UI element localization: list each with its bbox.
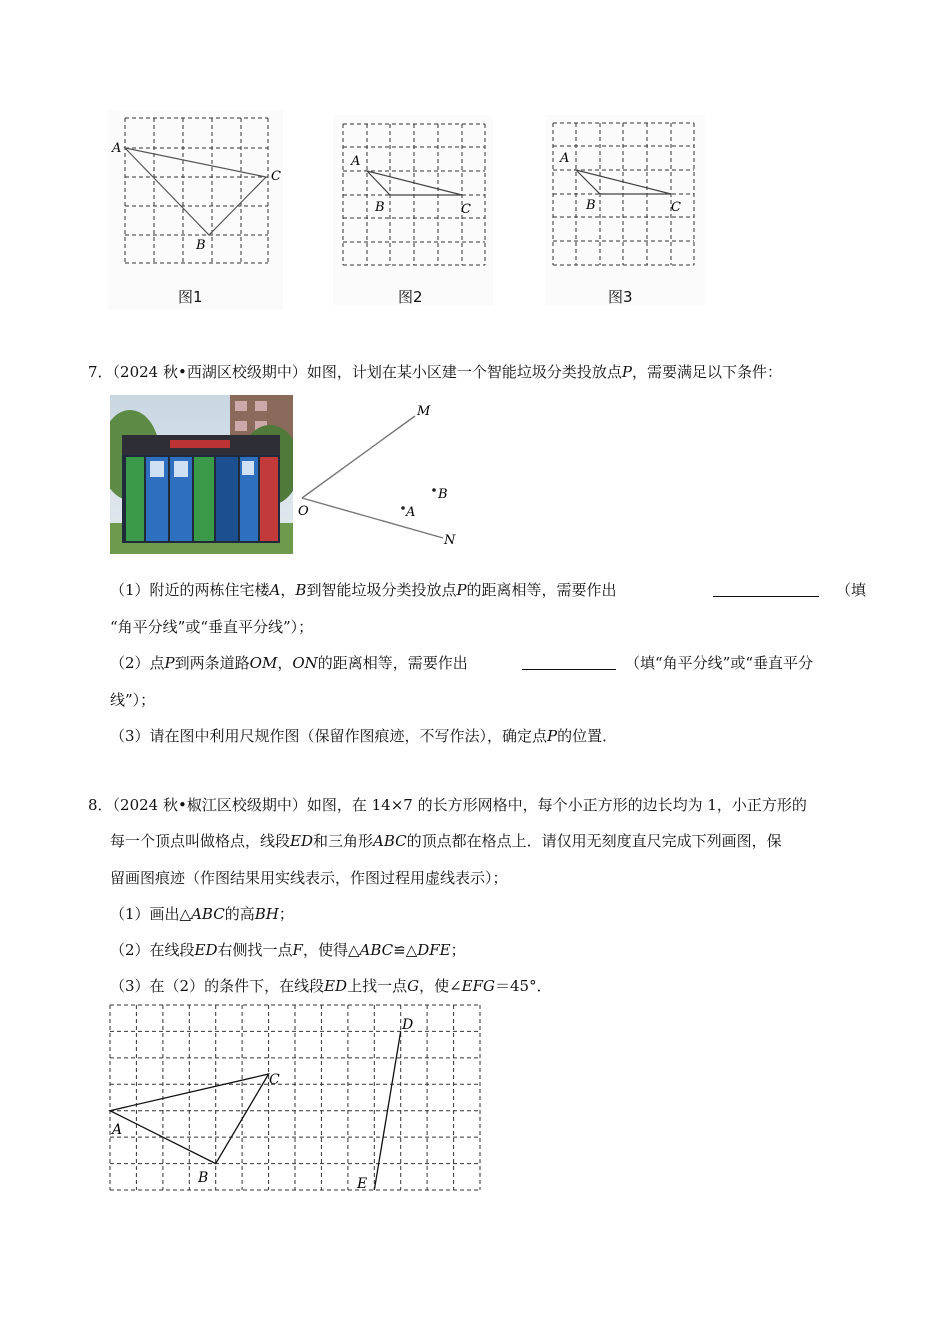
fig1-label-C: C (271, 169, 281, 184)
q7-sub1-answer-blank[interactable] (713, 582, 819, 597)
q7-sub1-fill-hint: （填 (836, 581, 867, 599)
label-M: M (417, 404, 431, 419)
figure-1-caption: 图1 (178, 288, 203, 306)
label-B: B (438, 487, 448, 502)
q7-sub1-line2: “角平分线”或“垂直平分线”）； (110, 618, 314, 636)
fig3-label-A: A (560, 151, 570, 166)
fig3-label-B: B (586, 198, 596, 213)
label-O: O (298, 504, 309, 519)
recycling-station-photo (110, 395, 293, 554)
figure-2 (333, 115, 493, 305)
q8-sub2: （2）在线段ED右侧找一点F，使得△ABC≌△DFE； (110, 941, 466, 959)
q8-line3: 留画图痕迹（作图结果用实线表示，作图过程用虚线表示）； (110, 869, 508, 887)
q7-sub3: （3）请在图中利用尺规作图（保留作图痕迹，不写作法），确定点P的位置． (110, 727, 618, 745)
q7-sub2-answer-blank[interactable] (522, 655, 616, 670)
figure-3 (545, 115, 705, 305)
fig1-label-B: B (196, 238, 206, 253)
q7-source: （2024 秋•西湖区校级期中） (112, 363, 307, 381)
fig2-label-C: C (461, 202, 471, 217)
q7-number: 7． (88, 363, 113, 381)
fig3-label-C: C (671, 200, 681, 215)
grid-label-E: E (357, 1176, 368, 1192)
label-A: A (406, 505, 416, 520)
q8-line2: 每一个顶点叫做格点，线段ED和三角形ABC的顶点都在格点上．请仅用无刻度直尺完成下列画图，保 (110, 832, 782, 850)
figure-2-caption: 图2 (398, 288, 423, 306)
angle-diagram (293, 398, 468, 548)
q7-sub2-line2: 线”）； (110, 691, 156, 709)
figure-1 (108, 110, 283, 310)
fig1-label-A: A (112, 141, 122, 156)
q8-grid-figure (105, 1000, 490, 1200)
grid-label-B: B (198, 1170, 209, 1186)
q7-sub1: （1）附近的两栋住宅楼A，B到智能垃圾分类投放点P的距离相等，需要作出 (110, 581, 617, 599)
fig2-label-B: B (375, 200, 385, 215)
grid-label-C: C (269, 1072, 280, 1088)
q8-header: 8．（2024 秋•椒江区校级期中）如图，在 14×7 的长方形网格中，每个小正方形的边长均为 1，小正方形的 (88, 796, 807, 814)
figure-3-caption: 图3 (608, 288, 633, 306)
grid-label-D: D (402, 1017, 414, 1033)
q7-sub2-fill-hint: （填“角平分线”或“垂直平分 (625, 654, 814, 672)
fig2-label-A: A (351, 154, 361, 169)
q7-header: 7．（2024 秋•西湖区校级期中）如图，计划在某小区建一个智能垃圾分类投放点P，需要满足以下条件： (88, 363, 782, 381)
q7-stem: 如图，计划在某小区建一个智能垃圾分类投放点 (306, 363, 622, 381)
label-N: N (444, 533, 456, 548)
q8-sub3: （3）在（2）的条件下，在线段ED上找一点G，使∠EFG＝45°． (110, 977, 552, 995)
grid-label-A: A (112, 1122, 123, 1138)
q8-sub1: （1）画出△ABC的高BH； (110, 905, 294, 923)
q7-sub2: （2）点P到两条道路OM，ON的距离相等，需要作出 (110, 654, 468, 672)
